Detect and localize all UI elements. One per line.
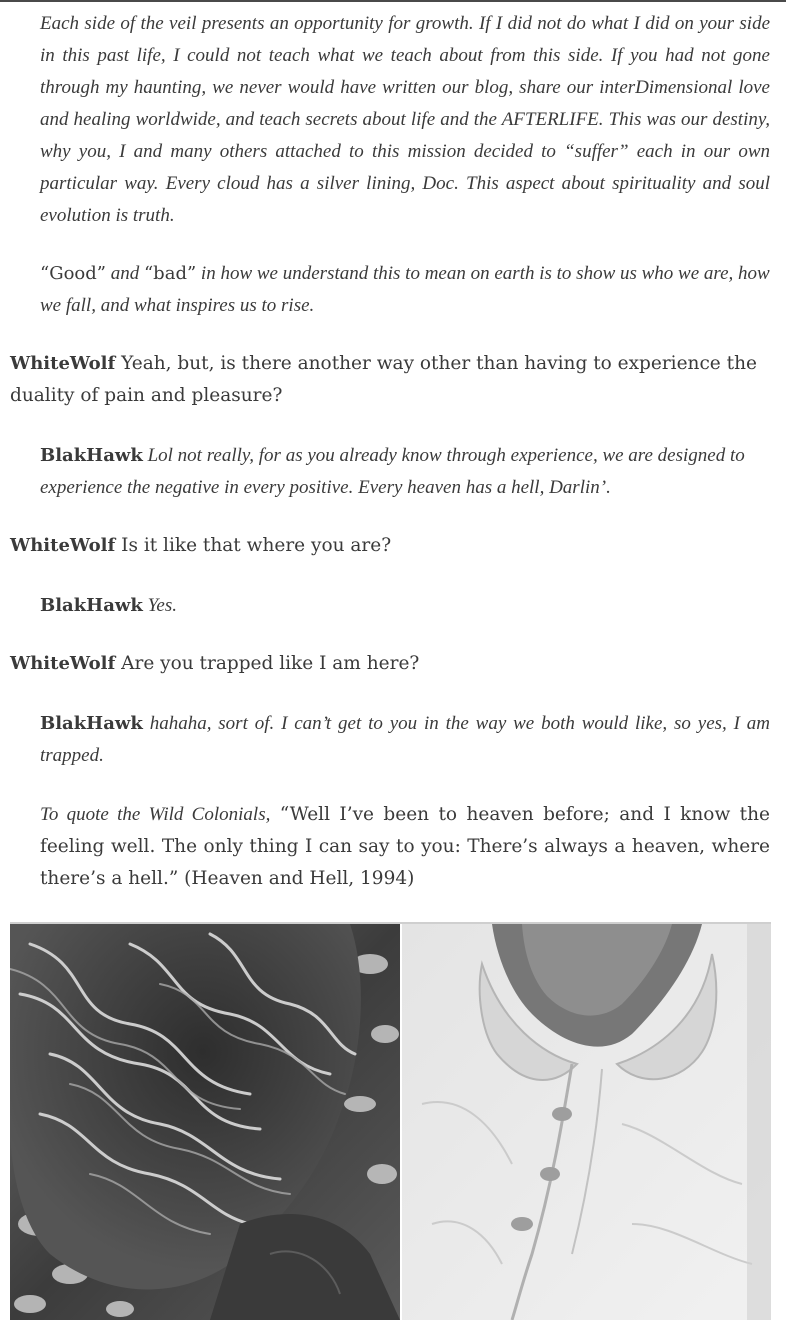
blakhawk-line: hahaha, sort of. I can’t get to you in the way we both would like, so yes, I am trapped. [40, 713, 771, 766]
and-word: and [105, 263, 144, 284]
whitewolf-line: Yeah, but, is there another way other than having to experience the duality of pain and pleasure? [10, 353, 757, 406]
blakhawk-line: Lol not really, for as you already know through experience, we are designed to experience the negative in every positive. Every heaven has a hell, Darlin’. [40, 445, 745, 498]
dialogue-line-5 [10, 648, 770, 680]
quote-lyric: “Well I’ve been to heaven before; and I know the feeling well. The only thing I can say to you: There’s always a heaven, where there’s a hell.” (Heaven and Hell, 1994) [40, 804, 770, 889]
dialogue-line-2 [40, 440, 770, 504]
dialogue-line-3 [10, 530, 770, 562]
quote-source: To quote the Wild Colonials, [40, 804, 271, 825]
closing-quote [40, 799, 770, 895]
whitewolf-line: Is it like that where you are? [121, 535, 392, 556]
good-quote: “Good” [40, 263, 106, 284]
good-bad-paragraph [40, 258, 770, 322]
speaker-whitewolf: WhiteWolf [10, 353, 116, 374]
shirt-photo [402, 924, 771, 1320]
speaker-blakhawk: BlakHawk [40, 595, 143, 616]
afterlife-paragraph [40, 8, 770, 232]
dialogue-line-1 [10, 348, 770, 412]
bad-quote: “bad” [143, 263, 197, 284]
whitewolf-line: Are you trapped like I am here? [121, 653, 420, 674]
hair-photo [10, 924, 400, 1320]
speaker-blakhawk: BlakHawk [40, 445, 143, 466]
good-bad-rest: in how we understand this to mean on earth is to show us who we are, how we fall, and what inspires us to rise. [40, 263, 770, 316]
blakhawk-line: Yes. [147, 595, 177, 616]
dialogue-line-4 [40, 590, 770, 622]
speaker-whitewolf: WhiteWolf [10, 535, 116, 556]
speaker-blakhawk: BlakHawk [40, 713, 143, 734]
dialogue-line-6 [40, 708, 770, 772]
photo-collage [10, 922, 771, 1320]
top-rule [0, 0, 786, 2]
paragraph-growth: Each side of the veil presents an opportunity for growth. If I did not do what I did on your side in this past life, I could not teach what we teach about from this side. If you had not gone through my haunting, we never would have written our blog, share our interDimensional love and healing worldwide, and teach secrets about life and the AFTERLIFE. This was our destiny, why you, I and many others attached to this mission decided to “suffer” each in our own particular way. Every cloud has a silver lining, Doc. This aspect about spirituality and soul evolution is truth. [40, 13, 770, 226]
speaker-whitewolf: WhiteWolf [10, 653, 116, 674]
